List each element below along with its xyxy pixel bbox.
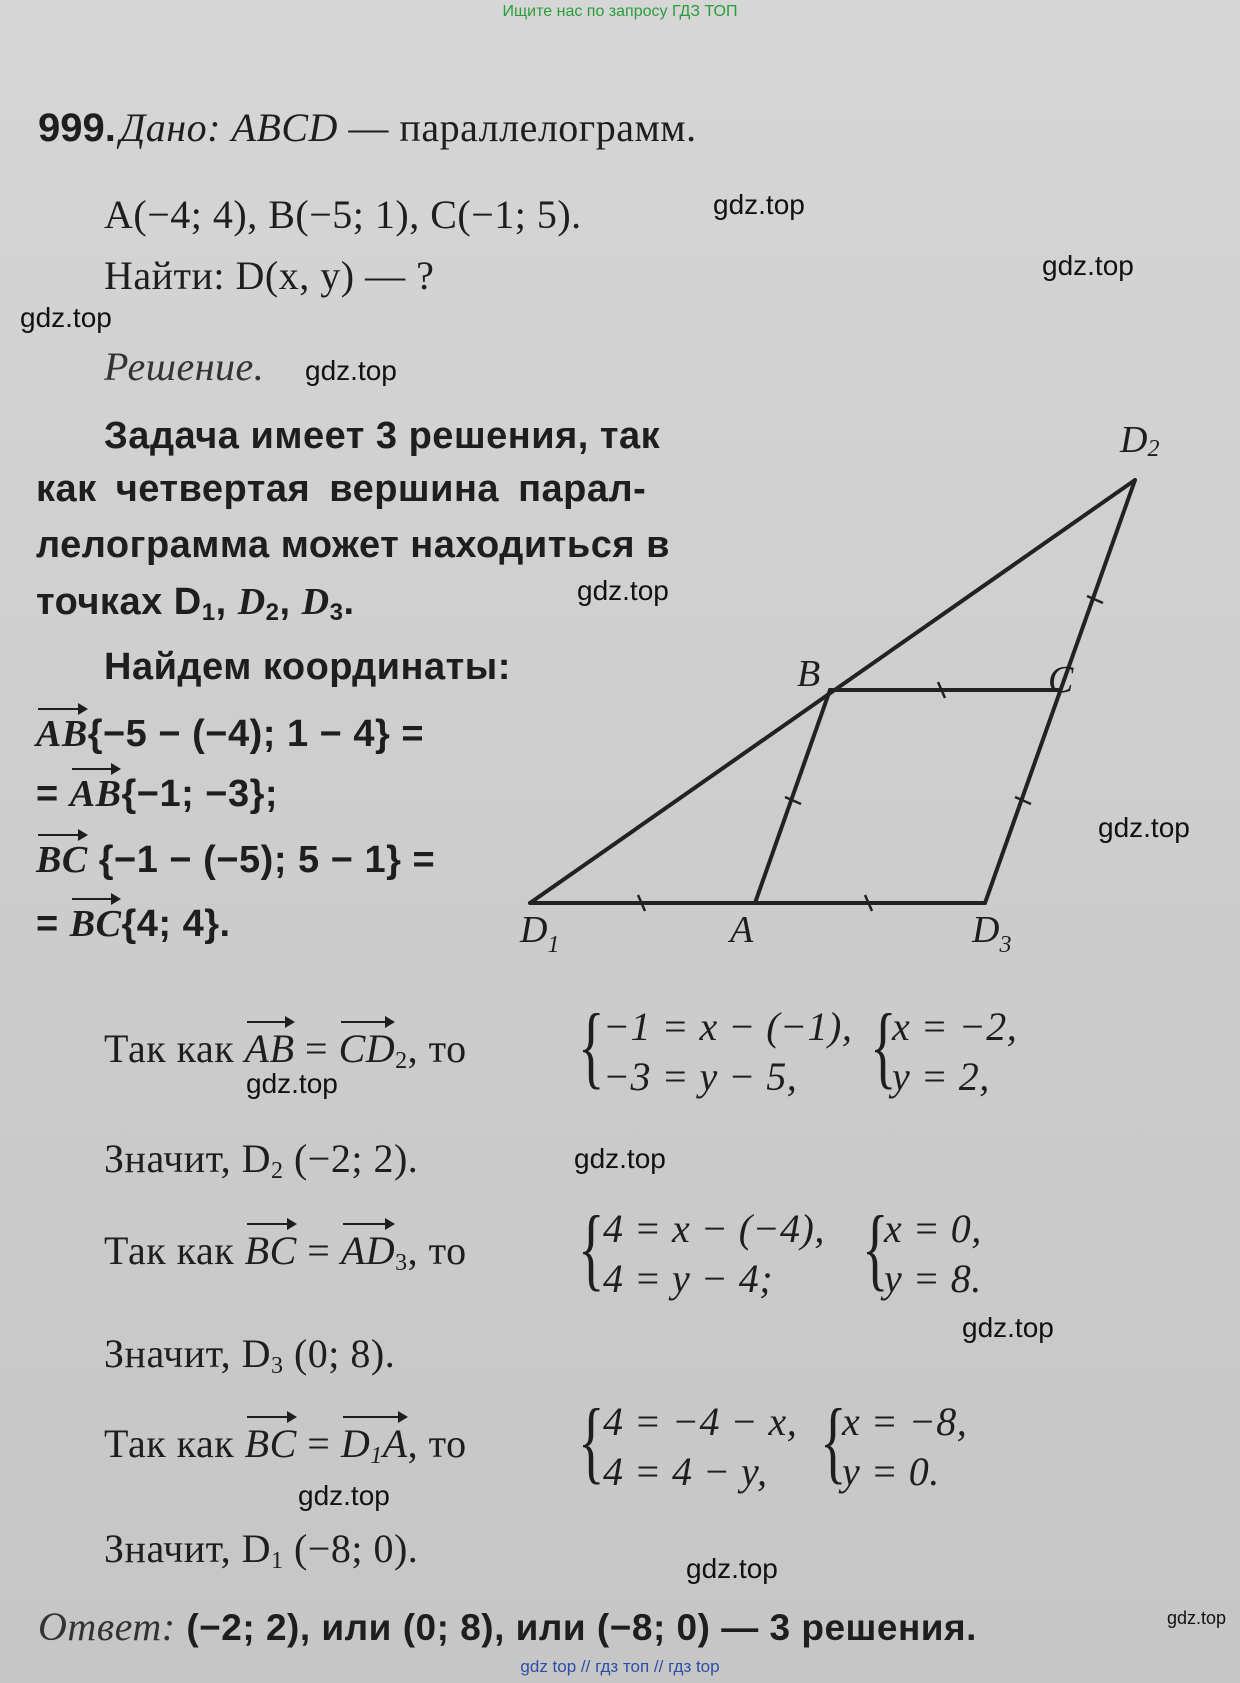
ab-expression: {−5 − (−4); 1 − 4} = [87, 713, 425, 755]
watermark-10: gdz.top [298, 1480, 390, 1511]
case-3-to: , то [407, 1421, 467, 1466]
watermark-4: gdz.top [305, 355, 397, 386]
case-2-sys2-b: y = 8. [884, 1256, 982, 1301]
watermark-1: gdz.top [713, 189, 805, 220]
bc-equals: = [36, 903, 59, 945]
sub-2: 2 [265, 599, 280, 626]
case-2-result-value: (0; 8). [283, 1331, 396, 1376]
case-3-sys2-b: y = 0. [842, 1449, 940, 1494]
case-1-brace-2: { [870, 995, 897, 1097]
case-3-eq: = [296, 1421, 341, 1466]
case-1-result-pre: Значит, D [104, 1136, 271, 1181]
case-2-lhs-a: BC [244, 1228, 297, 1273]
case-1-intro: Так как [104, 1026, 245, 1071]
case-2-eq: = [296, 1228, 341, 1273]
given-rest: — параллелограмм. [337, 105, 697, 150]
case-3-brace-1: { [578, 1390, 605, 1492]
case-3-result-pre: Значит, D [104, 1526, 271, 1571]
paragraph-line-4-text: точках D [36, 581, 202, 623]
paragraph-line-4: точках $D_1$, $D_2$, $D_3$. [36, 581, 355, 626]
case-3-lhs-a: BC [244, 1421, 297, 1466]
case-3-result-sub: 1 [270, 1548, 284, 1574]
vertex-label-d2-sub: 2 [1147, 436, 1160, 462]
vertex-label-d3-letter: D [972, 909, 1000, 951]
top-banner[interactable]: Ищите нас по запросу ГДЗ ТОП [502, 3, 738, 20]
find-statement: Найти: D(x, y) — ? [104, 253, 435, 298]
case-2-result-pre: Значит, D [104, 1331, 271, 1376]
case-1-sys2-b: y = 2, [892, 1054, 990, 1099]
bottom-banner[interactable]: gdz top // гдз топ // гдз top [520, 1657, 720, 1676]
case-2-sys2-a: x = 0, [884, 1206, 982, 1251]
case-2-sys1-a: 4 = x − (−4), [603, 1206, 825, 1251]
case-3-lhs-b-letter-2: A [382, 1421, 408, 1466]
given-coordinates: A(−4; 4), B(−5; 1), C(−1; 5). [104, 192, 582, 237]
case-1-result-sub: 2 [270, 1158, 284, 1184]
solution-label: Решение. [104, 344, 265, 389]
case-2-brace-1: { [578, 1197, 605, 1299]
ab-result: {−1; −3}; [121, 773, 279, 815]
watermark-8: gdz.top [574, 1143, 666, 1174]
case-1-sub: 2 [395, 1048, 408, 1074]
given-label: Дано: ABCD [119, 105, 338, 150]
vertex-label-d2 [1120, 418, 1159, 463]
case-2-sub: 3 [395, 1250, 408, 1276]
label-d2: D [237, 581, 266, 623]
edge-b-a [755, 690, 830, 903]
watermark-11: gdz.top [686, 1553, 778, 1584]
case-1-to: , то [407, 1026, 467, 1071]
bc-vector-2: BC [69, 903, 122, 945]
vertex-label-d1-letter: D [520, 909, 548, 951]
case-1-eq: = [294, 1026, 339, 1071]
case-3-sub: 1 [370, 1443, 383, 1469]
vertex-label-b: B [797, 653, 821, 695]
bc-result: {4; 4}. [121, 903, 231, 945]
answer-label: Ответ: [38, 1604, 176, 1649]
ab-vector-2: AB [69, 773, 122, 815]
case-2-to: , то [407, 1228, 467, 1273]
case-2-result-sub: 3 [270, 1353, 284, 1379]
vertex-label-d1-sub: 1 [547, 932, 560, 958]
paragraph-line-1: Задача имеет 3 решения, так [104, 415, 661, 457]
vertex-label-d1 [520, 908, 559, 959]
case-1-lhs-b: CD [338, 1026, 396, 1071]
case-3-sys1-a: 4 = −4 − x, [603, 1399, 798, 1444]
vertex-label-d3-sub: 3 [999, 932, 1012, 958]
bc-expression: {−1 − (−5); 5 − 1} = [87, 839, 436, 881]
paragraph-line-2: как четвертая вершина парал- [36, 468, 647, 510]
watermark-12: gdz.top [1167, 1608, 1227, 1628]
watermark-2: gdz.top [1042, 250, 1134, 281]
vertex-label-a: A [730, 909, 754, 951]
case-2-intro: Так как [104, 1228, 245, 1273]
bc-vector: BC [36, 839, 88, 881]
case-1-sys1-a: −1 = x − (−1), [603, 1004, 853, 1049]
case-2-brace-2: { [862, 1197, 889, 1299]
sub-3: 3 [329, 599, 344, 626]
watermark-5: gdz.top [577, 575, 669, 606]
ab-equals: = [36, 773, 59, 815]
case-3-lhs-b-letter: D [340, 1421, 371, 1466]
case-3-sys1-b: 4 = 4 − y, [603, 1449, 768, 1494]
vertex-label-d2-letter: D [1120, 419, 1148, 461]
case-1-sys1-b: −3 = y − 5, [603, 1054, 798, 1099]
vertex-label-c: C [1048, 659, 1074, 701]
sub-1: 1 [201, 599, 216, 626]
watermark-6: gdz.top [1098, 812, 1190, 843]
case-1-result-value: (−2; 2). [283, 1136, 419, 1181]
case-2-lhs-b: AD [340, 1228, 396, 1273]
problem-number: 999. [38, 106, 116, 150]
case-1-lhs-a: AB [244, 1026, 295, 1071]
watermark-9: gdz.top [962, 1312, 1054, 1343]
case-1-brace-1: { [578, 995, 605, 1097]
answer-value: (−2; 2), или (0; 8), или (−8; 0) — 3 решения. [175, 1607, 977, 1648]
case-2-sys1-b: 4 = y − 4; [603, 1256, 774, 1301]
watermark-3: gdz.top [20, 302, 112, 333]
label-d3: D [301, 581, 330, 623]
case-3-intro: Так как [104, 1421, 245, 1466]
vertex-label-d3 [972, 908, 1011, 959]
case-1-sys2-a: x = −2, [892, 1004, 1018, 1049]
find-coords-line: Найдем координаты: [104, 646, 511, 688]
ab-vector: AB [36, 713, 88, 755]
case-3-brace-2: { [820, 1390, 847, 1492]
case-3-result-value: (−8; 0). [283, 1526, 419, 1571]
watermark-7: gdz.top [246, 1068, 338, 1099]
case-3-sys2-a: x = −8, [842, 1399, 968, 1444]
paragraph-line-3: лелограмма может находиться в [36, 524, 670, 566]
